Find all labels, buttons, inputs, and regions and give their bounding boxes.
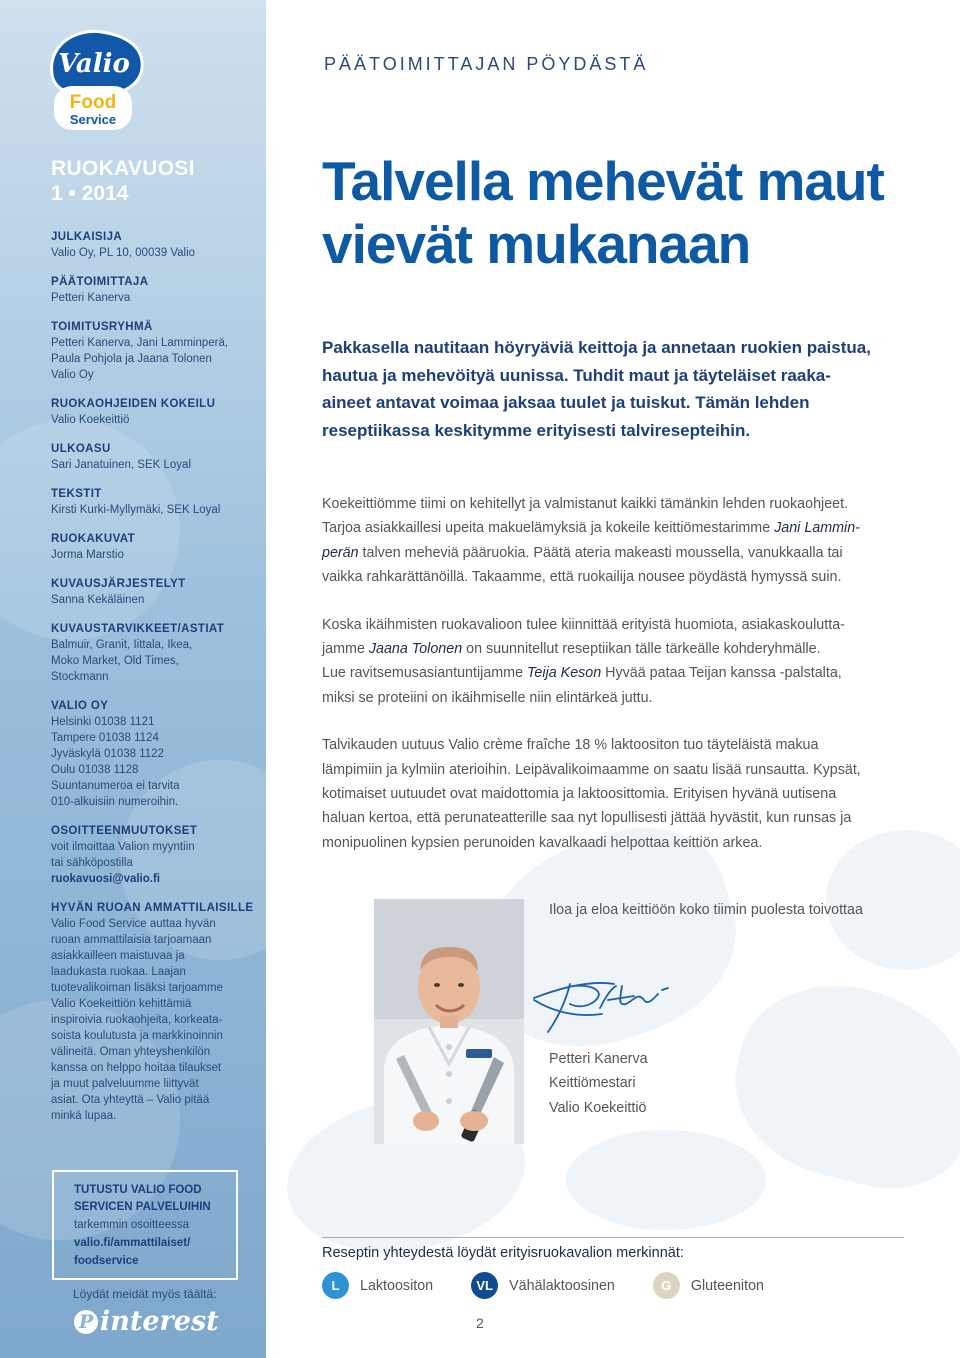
- legend-item-lactose-free: [322, 1272, 433, 1299]
- logo-food-text: Food: [69, 92, 117, 113]
- lead-line: Pakkasella nautitaan höyryäviä keittoja ja annetaan ruokien paistua,: [322, 338, 871, 357]
- credit-heading: RUOKAKUVAT: [51, 533, 136, 545]
- lactose-free-badge-icon: L: [322, 1272, 349, 1299]
- credit-line: Petteri Kanerva: [51, 292, 131, 304]
- section-kicker: PÄÄTOIMITTAJAN PÖYDÄSTÄ: [324, 54, 649, 74]
- credit-line: Balmuir, Granit, Iittala, Ikea,: [51, 639, 193, 651]
- sidebar: [0, 0, 266, 1358]
- credit-block: [51, 397, 261, 428]
- logo-service-text: Service: [69, 112, 117, 127]
- credit-line: välineitä. Oman yhteyshenkilön: [51, 1046, 211, 1058]
- credits-list: [51, 230, 261, 1124]
- issue-title: RUOKAVUOSI: [51, 157, 195, 180]
- headline-line: Talvella mehevät maut: [322, 150, 884, 212]
- credit-line: asiat. Ota yhteyttä – Valio pitää: [51, 1094, 210, 1106]
- credit-line: Sanna Kekäläinen: [51, 594, 145, 606]
- masthead: [51, 156, 261, 1138]
- credit-block: [51, 699, 261, 810]
- credit-line: Moko Market, Old Times,: [51, 655, 179, 667]
- credit-heading: PÄÄTOIMITTAJA: [51, 276, 149, 288]
- credit-block: [51, 320, 261, 383]
- credit-line: kanssa on helppo hoitaa tilaukset: [51, 1062, 222, 1074]
- legend-label: Gluteeniton: [690, 1277, 764, 1294]
- divider: [322, 1237, 904, 1238]
- credit-line: Sari Janatuinen, SEK Loyal: [51, 459, 192, 471]
- credit-line: Tampere 01038 1124: [51, 732, 159, 744]
- credit-line: Kirsti Kurki-Myllymäki, SEK Loyal: [51, 504, 221, 516]
- credit-line: Suuntanumeroa ei tarvita: [51, 780, 180, 792]
- credit-heading: RUOKAOHJEIDEN KOKEILU: [51, 398, 216, 410]
- legend-label: Vähälaktoosinen: [509, 1277, 615, 1294]
- article-headline: [322, 150, 932, 276]
- credit-line: Petteri Kanerva, Jani Lamminperä,: [51, 337, 229, 349]
- diet-legend: [322, 1272, 802, 1299]
- credit-line: Valio Oy, PL 10, 00039 Valio: [51, 247, 196, 259]
- credit-line: Jyväskylä 01038 1122: [51, 748, 164, 760]
- credit-line: asiakkailleen maistuvaa ja: [51, 950, 185, 962]
- lead-line: aineet antavat voimaa jaksaa tuulet ja tuiskut. Tämän lehden: [322, 393, 810, 412]
- promo-box: [52, 1170, 238, 1280]
- credit-line: ja muut palveluumme liittyvät: [51, 1078, 199, 1090]
- legend-title: Reseptin yhteydestä löydät erityisruokavalion merkinnät:: [322, 1245, 684, 1261]
- credit-line: 010-alkuisiin numeroihin.: [51, 796, 179, 808]
- credit-line: Valio Koekeittiö: [51, 414, 130, 426]
- promo-link[interactable]: foodservice: [74, 1255, 139, 1267]
- paragraph: Talvikauden uutuus Valio crème fraîche 18 % laktoositon tuo täyteläistä makua lämpimiin ja kylmiin aterioihin. Leipävalikoimaamme on saatu lisää runsautta. Kypsät, kotimaiset uutuudet ovat maidottomia ja laktoosittomia. Erityisen hyvänä uutisena haluan kertoa, että perunateatterille saa nyt lopullisesti jättää hyvästit, kun runsas ja monipuolinen kypsien perunoiden kavalkaadi helpottaa keittiön arkea.: [322, 737, 861, 851]
- pinterest-link[interactable]: [74, 1306, 219, 1337]
- credit-line: voit ilmoittaa Valion myyntiin: [51, 841, 195, 853]
- gluten-free-badge-icon: G: [653, 1272, 680, 1299]
- signer-block: [549, 1047, 648, 1120]
- paragraph: Koska ikäihmisten ruokavalioon tulee kiinnittää erityistä huomiota, asiakaskoulutta- jamme Jaana Tolonen on suunnitellut reseptiikan tälle tärkeälle kohderyhmälle. Lue ravitsemusasiantuntijamme Teija Keson Hyvää pataa Teijan kanssa -palstalta, miksi se proteiini on ikäihmiselle niin elintärkeä juttu.: [322, 616, 845, 706]
- credit-block: [51, 532, 261, 563]
- headline-line: vievät mukanaan: [322, 213, 751, 275]
- credit-heading: KUVAUSTARVIKKEET/ASTIAT: [51, 623, 225, 635]
- signer-name: Petteri Kanerva: [549, 1051, 648, 1067]
- credit-line: Helsinki 01038 1121: [51, 716, 155, 728]
- credit-heading: OSOITTEENMUUTOKSET: [51, 825, 198, 837]
- credit-line: Valio Koekeittiön kehittämiä: [51, 998, 192, 1010]
- credit-heading: ULKOASU: [51, 443, 111, 455]
- greeting-text: Iloa ja eloa keittiöön koko tiimin puolesta toivottaa: [549, 902, 863, 918]
- credit-heading: KUVAUSJÄRJESTELYT: [51, 578, 186, 590]
- credit-block: [51, 442, 261, 473]
- legend-item-gluten-free: [653, 1272, 764, 1299]
- credit-line: Paula Pohjola ja Jaana Tolonen: [51, 353, 212, 365]
- credit-line: Valio Oy: [51, 369, 94, 381]
- credit-line: Valio Food Service auttaa hyvän: [51, 918, 216, 930]
- credit-block: [51, 824, 261, 887]
- pinterest-icon: P: [74, 1310, 98, 1334]
- low-lactose-badge-icon: VL: [471, 1272, 498, 1299]
- credit-line: Oulu 01038 1128: [51, 764, 139, 776]
- paragraph: Koekeittiömme tiimi on kehitellyt ja valmistanut kaikki tämänkin lehden ruokaohjeet. Tarjoa asiakkaillesi upeita makuelämyksiä ja kokeile keittiömestarimme Jani Lammin- perän talven meheviä pääruokia. Päätä ateria makeasti moussella, vanukkaalla tai vaikka rahkarättänöillä. Takaamme, että ruokailija nousee pöydästä hymyssä suin.: [322, 496, 860, 586]
- credit-block: [51, 622, 261, 685]
- credit-block: [51, 487, 261, 518]
- credit-heading: VALIO OY: [51, 700, 109, 712]
- credit-block: [51, 577, 261, 608]
- credit-line: ruoan ammattilaisia tarjoamaan: [51, 934, 212, 946]
- credit-heading: TOIMITUSRYHMÄ: [51, 321, 153, 333]
- credit-line: tuotevalikoiman lisäksi tarjoamme: [51, 982, 223, 994]
- decor-petal: [566, 1130, 766, 1230]
- credit-heading: HYVÄN RUOAN AMMATTILAISILLE: [51, 902, 254, 914]
- page-number: 2: [476, 1315, 484, 1331]
- credit-line: inspiroivia ruokaohjeita, korkeata-: [51, 1014, 223, 1026]
- follow-text: Löydät meidät myös täältä:: [73, 1287, 217, 1301]
- lead-line: hautua ja mehevöityä uunissa. Tuhdit maut ja täyteläiset raaka-: [322, 365, 831, 385]
- article-lead: [322, 334, 922, 444]
- promo-text: tarkemmin osoitteessa: [74, 1219, 190, 1231]
- legend-item-low-lactose: [471, 1272, 615, 1299]
- promo-heading: TUTUSTU VALIO FOOD: [74, 1184, 202, 1196]
- credit-block: [51, 901, 261, 1124]
- credit-line: Stockmann: [51, 671, 109, 683]
- signer-org: Valio Koekeittiö: [549, 1099, 647, 1116]
- credit-block: [51, 230, 261, 261]
- credit-line: laadukasta ruokaa. Laajan: [51, 966, 186, 978]
- valio-food-service-logo: [44, 26, 146, 138]
- lead-line: reseptiikassa keskitymme erityisesti talviresepteihin.: [322, 420, 751, 440]
- credit-heading: JULKAISIJA: [51, 231, 123, 243]
- pinterest-wordmark: interest: [100, 1306, 219, 1337]
- legend-label: Laktoositon: [360, 1277, 434, 1294]
- credit-email-link[interactable]: ruokavuosi@valio.fi: [51, 873, 160, 885]
- promo-heading: SERVICEN PALVELUIHIN: [74, 1201, 211, 1213]
- credit-line: minkä lupaa.: [51, 1110, 117, 1122]
- credit-line: soista koulutusta ja markkinoinnin: [51, 1030, 223, 1042]
- issue-number: 1 • 2014: [51, 182, 129, 205]
- credit-line: Jorma Marstio: [51, 549, 124, 561]
- signature-image: [530, 960, 675, 1040]
- signer-title: Keittiömestari: [549, 1075, 636, 1092]
- credit-heading: TEKSTIT: [51, 488, 102, 500]
- credit-line: tai sähköpostilla: [51, 857, 133, 869]
- article-body: [322, 492, 912, 878]
- chef-photo: [374, 899, 524, 1144]
- credit-block: [51, 275, 261, 306]
- logo-brand-text: Valio: [58, 49, 130, 79]
- promo-link[interactable]: valio.fi/ammattilaiset/: [74, 1237, 191, 1249]
